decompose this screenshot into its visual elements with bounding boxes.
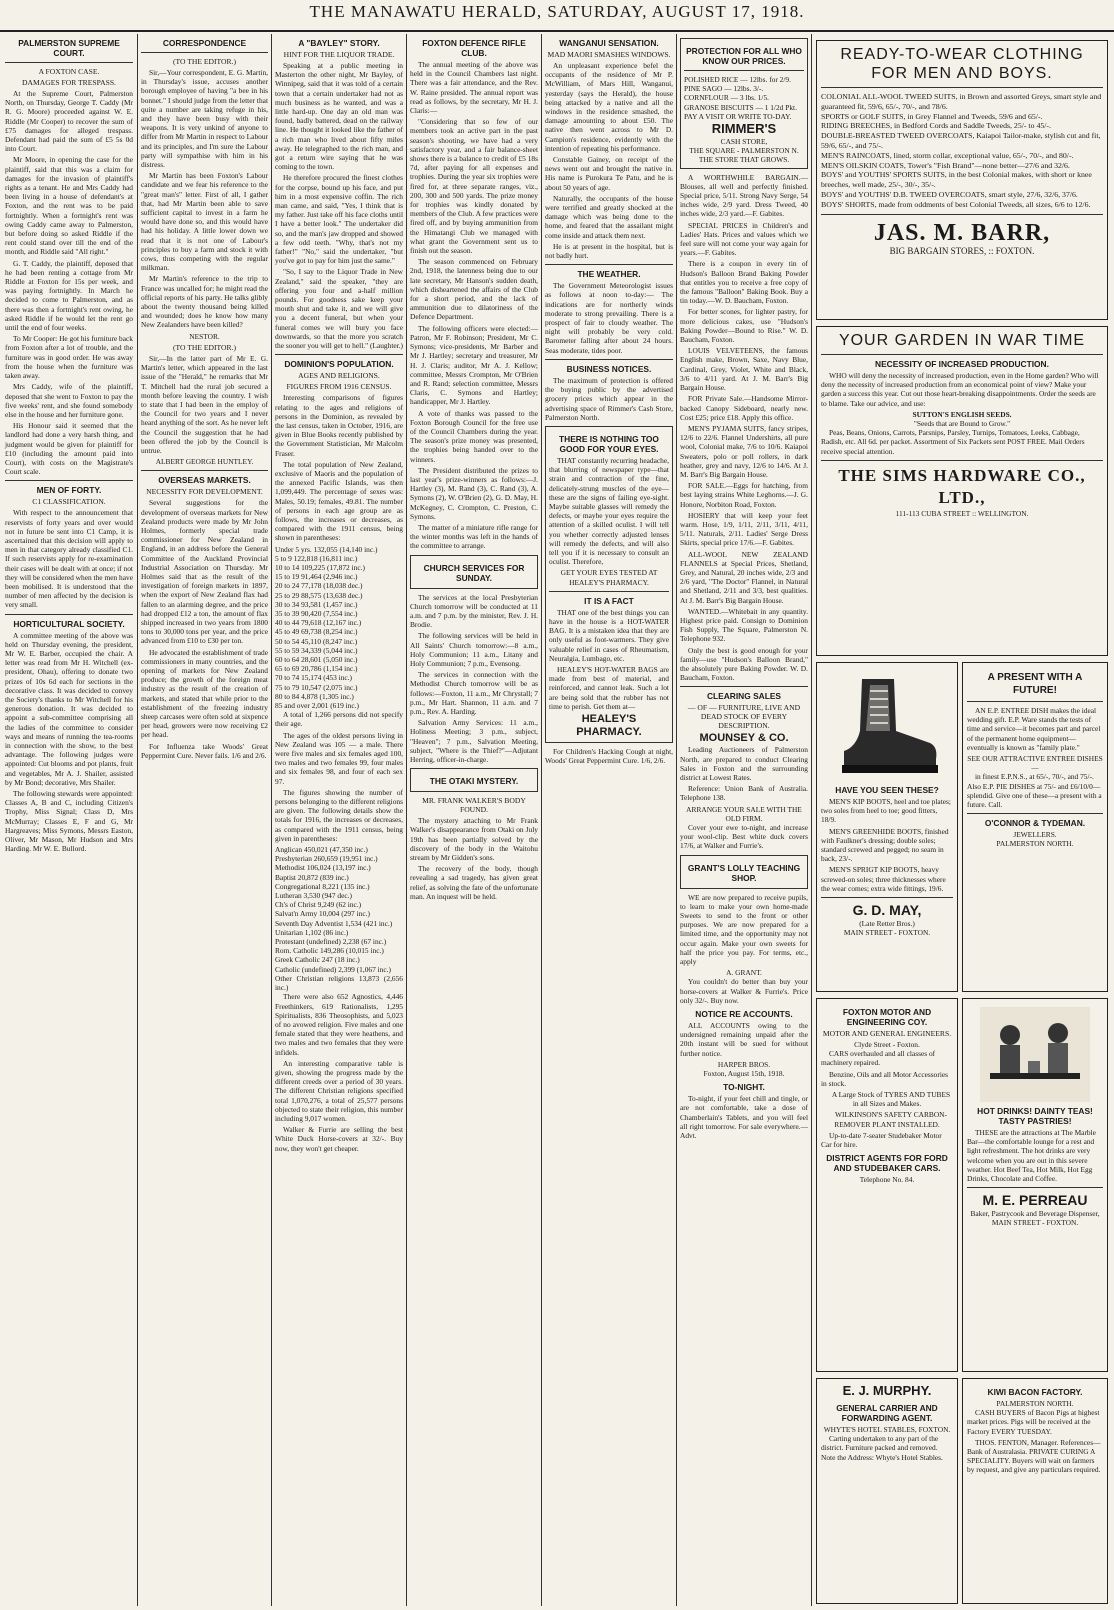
- paragraph: The maximum of protection is offered the buying public by the advertised grocery prices which appear in the advertising space of Rimmer's Cash Store, Palmerston North.: [545, 375, 673, 422]
- advert-slogan: "Seeds that are Bound to Grow.": [913, 419, 1011, 429]
- paragraph: Constable Gainey, on receipt of the news went out and brought the native in. His name is Purokura Te Patu, and he is about 50 years of age.: [545, 155, 673, 192]
- column-rule: [811, 34, 812, 1606]
- table-row: Congregational 8,221 (135 inc.): [275, 881, 370, 891]
- article-subtitle: A FOXTON CASE.: [38, 67, 100, 76]
- table-row: Greek Catholic 247 (18 inc.): [275, 955, 360, 965]
- paragraph: AN E.P. ENTREE DISH makes the ideal wedding gift. E.P. Ware stands the tests of time and service—it becomes part and parcel of the permanent home equipment—eventually is known as "family plate.": [967, 706, 1101, 752]
- table-row: 20 to 24 77,178 (18,038 dec.): [275, 581, 363, 591]
- paragraph: MEN'S SPRIGT KIP BOOTS, heavy screwed-on soles; three thicknesses where the wear comes; extra wide fittings, 19/6.: [821, 865, 946, 893]
- paragraph: CARS overhauled and all classes of machinery repaired.: [821, 1049, 936, 1068]
- signature: HARPER BROS.: [717, 1059, 771, 1069]
- paragraph: The recovery of the body, though revealing a sad tragedy, has given great relief, as solving the fate of the unfortunate man. An inquest will be held.: [410, 864, 538, 901]
- advert-slogan: SUTTON'S ENGLISH SEEDS.: [912, 409, 1012, 419]
- paragraph: A Large Stock of TYRES AND TUBES in all Sizes and Makes.: [831, 1090, 951, 1109]
- classified: SPECIAL PRICES in Children's and Ladies' Hats. Prices and values which we feel sure will not come your way again for years.—F. Gabites.: [680, 220, 808, 258]
- paragraph: The following stewards were appointed: Classes A, B and C, including Citizen's Trophy, Miss Signal; Class D, Mrs McMurray; Classes E, F and G, Mr Hargreaves; Miss Symons, Messrs Easton, Oliver, Mr Mason, Mr Hudson and Mrs Harding. Mr W. E. Bullord.: [5, 789, 133, 854]
- advert-slogan: GET YOUR EYES TESTED AT HEALEY'S PHARMACY.: [560, 568, 658, 587]
- advert-title: A PRESENT WITH A FUTURE!: [987, 672, 1083, 696]
- advert-slogan: SEE OUR ATTRACTIVE ENTREE DISHES —: [967, 754, 1103, 773]
- paragraph: To-night, if your feet chill and tingle, or are not comfortable, take a dose of Chamberlain's Tablets, and you will feel all right tomorrow. For sale everywhere.—Advt.: [680, 1094, 808, 1141]
- list-item: BOYS' and YOUTHS' D.B. TWEED OVERCOATS, smart style, 27/6, 32/6, 37/6.: [821, 189, 1078, 199]
- price-item: CORNFLOUR — 3 lbs. 1/5.: [684, 93, 770, 103]
- masthead: THE MANAWATU HERALD, SATURDAY, AUGUST 17, 1918.: [0, 0, 1114, 32]
- paragraph: CASH BUYERS of Bacon Pigs at highest market prices. Pigs will be received at the Factory EVERY TUESDAY.: [967, 1408, 1100, 1436]
- article-subtitle: HINT FOR THE LIQUOR TRADE.: [283, 50, 395, 59]
- article-title: MEN OF FORTY.: [36, 485, 102, 496]
- list-item: RIDING BREECHES, in Bedford Cords and Saddle Tweeds, 25/- to 45/-.: [821, 121, 1051, 131]
- paragraph: At the Supreme Court, Palmerston North, on Thursday, George T. Caddy (Mr R. G. Moore) proceeded against W. E. Riddle (Mr Cooper) to recover the sum of £75 damages for alleged trespass. Defendant had paid the sum of £5 5s 0d into Court.: [5, 89, 133, 154]
- paragraph: Reference: Union Bank of Australia. Telephone 138.: [680, 784, 808, 803]
- paragraph: THAT constantly recurring headache, that blurring of newspaper type—that strain and contraction of the fine, delicately-strung muscles of the eye—these are the signs of failing eye-sight. Maybe suitable glasses will remedy the defects, or maybe your eyes require the attention of a skilled oculist. I will tell you whether correctly adjusted lenses will remedy the defects, and will also tell you if it is necessary to consult an oculist. Therefore,: [549, 455, 669, 567]
- table-row: Other Christian religions 13,873 (2,656 inc.): [275, 973, 403, 993]
- paragraph: The President distributed the prizes to last year's prize-winners as follows:—J. Hartley (3), M. Rand (3), C. Rand (3), A. Symons (2), W. O'Brien (2), G. D. May, H. McKegney, C. Crompton, C. Preston, C. Symons.: [410, 465, 538, 521]
- table-row: Methodist 106,024 (13,197 inc.): [275, 863, 371, 873]
- classified: There is a coupon in every tin of Hudson's Balloon Brand Baking Powder that entitles you to receive a free copy of the famous "Balloon" Baking Book. Buy a tin today.—W. D. Baucham, Foxton.: [680, 259, 808, 306]
- paragraph: For Children's Hacking Cough at night, Woods' Great Peppermint Cure. 1/6, 2/6.: [545, 746, 673, 766]
- grant-heading-box: [680, 855, 808, 889]
- table-row: 40 to 44 79,618 (12,167 inc.): [275, 618, 362, 628]
- classified: ALL-WOOL NEW ZEALAND FLANNELS at Special Prices, Shetland, Grey, and Natural, 20 inches wide, 2/3 and 2/6 yard, "The Doctor" Flannel, in Natural and Shetland, 2/11 and 3/3, best qualities. At J. M. Barr's Big Bargain House.: [680, 549, 808, 605]
- table-row: 60 to 64 28,601 (5,050 inc.): [275, 654, 358, 664]
- advert-brand: THE SIMS HARDWARE CO., LTD.,: [838, 465, 1086, 507]
- list-item: SPORTS or GOLF SUITS, in Grey Flannel and Tweeds, 59/6 and 65/-.: [821, 111, 1043, 121]
- list-item: BOYS' and YOUTHS' SPORTS SUITS, in the best Colonial makes, with short or knee breeches, well made, 25/-, 30/-, 35/-.: [821, 170, 1092, 190]
- price-item: POLISHED RICE — 12lbs. for 2/9.: [684, 75, 791, 84]
- advert-slogan: ARRANGE YOUR SALE WITH THE OLD FIRM.: [686, 804, 802, 823]
- paragraph: "So, I say to the Liquor Trade in New Zealand," said the speaker, "they are offering you four and a-half million pounds. For goodness sake keep your mouth shut and take it, and we will give you a decent funeral, but when your funeral comes we will bury you face downwards, so that the more you scratch the sooner you will get to hell." (Laughter.): [275, 267, 404, 351]
- advert-subtitle: DISTRICT AGENTS FOR FORD AND STUDEBAKER CARS.: [826, 1153, 948, 1174]
- paragraph: HEALEY'S HOT-WATER BAGS are made from best of material, and reinforced, and cannot leak. Such a lot are being sold that the rubber has not time to perish. Get them at—: [549, 664, 669, 711]
- price-item: PINE SAGO — 12lbs. 3/-.: [684, 84, 764, 94]
- advert-address: 111-113 CUBA STREET :: WELLINGTON.: [895, 508, 1029, 518]
- advert-title: YOUR GARDEN IN WAR TIME: [838, 332, 1086, 349]
- otaki-heading-box: [410, 768, 538, 792]
- advert-address: PALMERSTON NORTH.: [996, 1399, 1074, 1408]
- paragraph: His Honour said it seemed that the landlord had done a very harsh thing, and judgment would be given for plaintiff for £10 (including the amount paid into Court), with costs on the Magistrate's Court scale.: [5, 421, 133, 477]
- list-item: DOUBLE-BREASTED TWEED OVERCOATS, Kaiapoi Tailor-make, stylish cut and fit, 59/6, 65/-, and 75/-.: [821, 131, 1101, 150]
- table-row: 55 to 59 34,339 (5,044 inc.): [275, 645, 358, 655]
- paragraph: Sir,—Your correspondent, E. G. Martin, in Thursday's issue, accuses another borough employee of having "a bee in his bonnet." I should judge from the letter that quite a number are taking refuge in his, and they have been busy with their weapons. It is very unkind of anyone to differ from Mr Martin in respect to Labour and its principles, and I'm sure the Labour party will sympathise with him in his distress.: [141, 68, 268, 170]
- table-row: Unitarian 1,102 (86 inc.): [275, 927, 349, 937]
- paragraph: A vote of thanks was passed to the Foxton Borough Council for the free use of the Council Chambers during the year. The season's prize money was presented, the trophies being handed over to the winners.: [410, 408, 538, 464]
- clothing-advert: [816, 40, 1108, 320]
- advert-title: READY-TO-WEAR CLOTHING FOR MEN AND BOYS.: [840, 46, 1084, 82]
- paragraph: The following officers were elected:—Patron, Mr F. Robinson; President, Mr C. Symons; vice-presidents, Mr Barber and Mr J. Hartley; secretary and treasurer, Mr H. J. Claris; auditor, Mr A. J. Kellow; committee, Messrs Crompton, Mr O'Brien and R. Rand; selection committee, Messrs Claris, C. Symons and Hartley; handicapper, Mr J. Hartley.: [410, 323, 538, 407]
- classified: For better scones, for lighter pastry, for more delicious cakes, use "Hudson's Baking Powder—Bound to Rise." W. D. Baucham, Foxton.: [680, 307, 808, 345]
- paragraph: A total of 1,266 persons did not specify their age.: [275, 710, 403, 729]
- table-row: 25 to 29 88,575 (13,638 dec.): [275, 590, 363, 600]
- table-row: 5 to 9 122,818 (16,811 inc.): [275, 553, 358, 563]
- notice-title: TO-NIGHT.: [723, 1082, 765, 1093]
- advert-brand: E. J. MURPHY.: [842, 1383, 932, 1398]
- notice-date: Foxton, August 15th, 1918.: [703, 1069, 785, 1079]
- paragraph: MEN'S GREENHIDE BOOTS, finished with Faulkner's dressing; double soles; standard screwed and pegged; no seam in back, 23/-.: [821, 826, 949, 864]
- paragraph: Mrs Caddy, wife of the plaintiff, deposed that she went to Foxton to pay the five weeks' rent, and she found somebody else in the house and her furniture gone.: [5, 382, 133, 419]
- paragraph: Walker & Furrie are selling the best White Duck Horse-covers at 32/-. Buy now, they won't get cheaper.: [275, 1125, 403, 1153]
- advert-line: JEWELLERS.: [1013, 830, 1057, 840]
- advert-brand: M. E. PERREAU: [982, 1192, 1088, 1209]
- religion-table: [275, 845, 403, 992]
- advert-title: CLEARING SALES: [707, 691, 781, 702]
- classified: LOUIS VELVETEENS, the famous English make, Brown, Saxe, Navy Blue, Cardinal, Grey, Violet, White and Black, 3/6 to 4/11 yard. At J. M. Barr's Big Bargain House.: [680, 346, 808, 393]
- paragraph: Leading Auctioneers of Palmerston North, are prepared to conduct Clearing Sales in Foxton and the surrounding district at Lowest Rates.: [680, 745, 808, 782]
- paragraph: The ages of the oldest persons living in New Zealand was 105 — a male. There were five males and six females aged 100, two males and two females 99, four males and six females 98, and four of each sex 97.: [275, 730, 403, 786]
- advert-title: THERE IS NOTHING TOO GOOD FOR YOUR EYES.: [559, 433, 659, 454]
- advert-brand: G. D. MAY,: [852, 902, 922, 919]
- table-row: Baptist 20,872 (839 inc.): [275, 872, 349, 882]
- article-title: OVERSEAS MARKETS.: [158, 475, 251, 486]
- article-subtitle: NECESSITY FOR DEVELOPMENT.: [146, 487, 263, 497]
- list-item: MEN'S OILSKIN COATS, Tower's "Fish Brand"—none better—27/6 and 32/6.: [821, 160, 1070, 170]
- article-title: A "BAYLEY" STORY.: [298, 38, 380, 48]
- paragraph: Speaking at a public meeting in Masterton the other night, Mr Bayley, of Winnipeg, said that it was told of a certain town that a certain undertaker had not as much business as he wanted, and was a little hard-up. One day an old man was found, badly battered, dead on the railway line. He thought it looked like the father of a rich man who lived about fifty miles away. He telegraphed to the rich man, and got a return wire saying that he was coming to the town.: [275, 61, 403, 172]
- classified: Only the best is good enough for your family—use "Hudson's Balloon Brand," the absolutely pure Baking Powder. W. D. Baucham, Foxton.: [680, 645, 808, 683]
- notice-title: NOTICE RE ACCOUNTS.: [695, 1009, 793, 1020]
- column-1: [2, 34, 136, 1606]
- table-row: Protestant (undefined) 2,238 (67 inc.): [275, 937, 387, 947]
- paragraph: An unpleasant experience befel the occupants of the residence of Mr P. McWilliam, of Mars Hill, Wanganui, yesterday (says the Herald), the house being attacked by a native and all the windows in the residence smashed, the damage amounting to about £50. The native then went across to Mr D. Campion's residence, evidently with the intention of repeating his performance.: [545, 61, 673, 153]
- article-subtitle: C1 CLASSIFICATION.: [32, 497, 106, 507]
- article-subtitle: AGES AND RELIGIONS.: [298, 371, 380, 381]
- paragraph: Mr Martin has been Foxton's Labour candidate and we fear his reference to the "great man's" letter. First of all, I gather that, had Mr Martin been able to save sufficient capital to invest in a farm he would have done so, and this would have had his holiday. A little lower down we read that it is not one of Labour's principles to buy a farm and stock it with cows, thus competing with the regular milkman.: [141, 171, 268, 273]
- table-row: 65 to 69 20,786 (1,154 inc.): [275, 664, 358, 674]
- paragraph: Up-to-date 7-seater Studebaker Motor Car for hire.: [821, 1130, 942, 1150]
- table-row: 50 to 54 45,110 (8,247 inc.): [275, 636, 358, 646]
- table-row: Rom. Catholic 149,286 (10,015 inc.): [275, 946, 384, 956]
- murphy-advert: [816, 1378, 958, 1604]
- paragraph: The following services will be held in All Saints' Church tomorrow:—8 a.m., Holy Communion; 11 a.m., Litany and Holy Communion; 7 p.m., Evensong.: [410, 631, 538, 668]
- advert-subtitle: MOTOR AND GENERAL ENGINEERS.: [822, 1029, 952, 1038]
- article-title: THE WEATHER.: [577, 269, 641, 280]
- paragraph: THOS. FENTON, Manager. References—Bank of Australasia. PRIVATE CURING A SPECIALITY. Buyers will wait on farmers by request, and give any particulars required.: [967, 1437, 1101, 1475]
- article-title: CHURCH SERVICES FOR SUNDAY.: [423, 562, 525, 583]
- article-title: THE OTAKI MYSTERY.: [429, 776, 519, 787]
- advert-address: PALMERSTON NORTH.: [996, 839, 1074, 849]
- list-item: BOYS' SHORTS, made from oddments of best Colonial Tweeds, all sizes, 6/6 to 12/6.: [821, 199, 1091, 209]
- boots-advert: [816, 662, 958, 992]
- article-title: WANGANUI SENSATION.: [559, 38, 659, 48]
- article-subtitle: (TO THE EDITOR.): [172, 342, 237, 352]
- paragraph: The services at the local Presbyterian Church tomorrow will be conducted at 11 a.m. and 7 p.m. by the minister, Rev. J. H. Brodie.: [410, 592, 538, 630]
- article-title: HORTICULTURAL SOCIETY.: [13, 618, 125, 629]
- table-row: 75 to 79 10,547 (2,075 inc.): [275, 682, 358, 692]
- paragraph: in finest E.P.N.S., at 65/-, 70/-, and 75/-. Also E.P. PIE DISHES at 75/- and £6/10/0—splendid. Give one of these—a present with a future. Call.: [967, 772, 1102, 810]
- advert-line: THE SQUARE - PALMERSTON N.: [689, 146, 799, 156]
- list-item: COLONIAL ALL-WOOL TWEED SUITS, in Brown and assorted Greys, smart style and guaranteed fit, 59/6, 65/-, 70/-, and 78/6.: [821, 92, 1102, 111]
- paragraph: He advocated the establishment of trade commissioners in many countries, and the opening of markets for New Zealand produce; the growth of the foreign meat industry as the result of the creation of markets, and stated that while prior to the establishment of the freezing industry sheep carcases were often sold at sixpence per head, growers were now receiving £2 per head.: [141, 647, 268, 740]
- article-title: FOXTON DEFENCE RIFLE CLUB.: [422, 38, 526, 58]
- advert-address: MAIN STREET - FOXTON.: [991, 1218, 1079, 1228]
- classified: FOR Private Sale.—Handsome Mirror-backed Canopy Sideboard, nearly new. Cost £25; price £18. Apply this office.: [680, 394, 808, 422]
- paragraph: Naturally, the occupants of the house were terrified and greatly shocked at the damage which was being done to the home, and feared that the assailant might come inside and attack them next.: [545, 193, 673, 240]
- advert-line: Telephone No. 84.: [859, 1175, 915, 1185]
- column-5: [542, 34, 676, 1606]
- table-row: 85 and over 2,001 (619 inc.): [275, 701, 359, 710]
- paragraph: Cover your ewe to-night, and increase your wool-clip. Best white duck covers 17/6, at Walker and Furrie's.: [680, 823, 808, 851]
- advert-title: GRANT'S LOLLY TEACHING SHOP.: [687, 862, 801, 883]
- advert-line: CASH STORE,: [720, 137, 768, 147]
- paragraph: Mr Moore, in opening the case for the plaintiff, said that this was a claim for damages for the invasion of plaintiff's rights as a tenant. He and Mrs Caddy had been living in a house of defendant's at Foxton, and the rent was to be paid fortnightly. When a fortnight's rent was owing Caddy came away to Palmerston, but before doing so asked Riddle if the rent could stand over till the end of the month, and Riddle said "All right.": [5, 155, 133, 257]
- rimmer-advert: [680, 38, 808, 169]
- list-item: MEN'S RAINCOATS, lined, storm collar, exceptional value, 65/-, 70/-, and 80/-.: [821, 150, 1074, 160]
- table-row: 70 to 74 15,174 (453 inc.): [275, 673, 352, 683]
- column-6: [677, 34, 811, 1606]
- kiwi-advert: [962, 1378, 1108, 1604]
- paragraph: ALL ACCOUNTS owing to the undersigned remaining unpaid after the 20th instant will be sued for without further notice.: [680, 1021, 808, 1058]
- advert-brand: RIMMER'S: [711, 121, 777, 137]
- classified: WANTED.—Whitebait in any quantity. Highest price paid. Consign to Dominion Fish Supply, The Square, Palmerston N. Telephone 932.: [680, 606, 808, 644]
- paragraph: The mystery attaching to Mr Frank Walker's disappearance from Otaki on July 19th has been partially solved by the discovery of the body in the Waitohu stream by Mr Gidden's sons.: [410, 816, 538, 863]
- advert-brand: JAS. M. BARR,: [873, 219, 1051, 246]
- advert-address: WHYTE'S HOTEL STABLES, FOXTON.: [823, 1425, 951, 1434]
- paragraph: An interesting comparative table is given, showing the progress made by the different creeds over a period of 30 years. The different Christian religions specified total 1,070,276, a total of 25,577 persons objected to state their religion, this number including 9,017 women.: [275, 1058, 403, 1123]
- paragraph: Mr Martin's reference to the trip to France was uncalled for; he might read the official reports of his party. He talks glibly about the twenty thousand being killed and wounded; does he know how many New Zealanders have been killed?: [141, 274, 268, 330]
- paragraph: You couldn't do better than buy your horse-covers at Walker & Furrie's. Price only 32/-. Buy now.: [680, 977, 808, 1005]
- paragraph: To Mr Cooper: He got his furniture back from Foxton after a lot of trouble, and the furniture was in good order. He was away from the house when the furniture was taken away.: [5, 334, 133, 381]
- garden-advert: [816, 326, 1108, 656]
- paragraph: Salvation Army Services: 11 a.m., Holiness Meeting; 3 p.m., subject, "Heaven"; 7 p.m., Salvation Meeting, subject, "Where is the Thief?"—Adjutant Herring, officer-in-charge.: [410, 718, 538, 765]
- column-3: [272, 34, 406, 1606]
- paragraph: THAT one of the best things you can have in the house is a HOT-WATER BAG. It is a mistaken idea that they are only useful as foot-warmers. They give valuable relief in cases of Rheumatism, Neuralgia, Lumbago, etc.: [549, 607, 669, 663]
- motor-advert: [816, 998, 958, 1372]
- price-item: GRANOSE BISCUITS — 1 1/2d Pkt.: [684, 102, 797, 112]
- advert-title: KIWI BACON FACTORY.: [987, 1387, 1083, 1397]
- paragraph: The annual meeting of the above was held in the Council Chambers last night. There was a fair attendance, and the Rev. W. Raine presided. The annual report was read as follows, by the secretary, Mr H. J. Claris:—: [410, 60, 538, 116]
- article-title: PALMERSTON SUPREME COURT.: [18, 38, 120, 58]
- paragraph: He therefore procured the finest clothes for the corpse, bound up his face, and put him in a most expensive coffin. The rich man came, and said, "Yes, I think that is my father. Just take off his face cloths until I have a better look." The undertaker did so, and the man's jaw dropped and showed a few odd teeth. "Why, that's not my father!" "No," said the undertaker, "but you've got to pay for him just the same.": [275, 173, 403, 266]
- advert-title: HOT DRINKS! DAINTY TEAS! TASTY PASTRIES!: [977, 1106, 1093, 1126]
- article-subtitle: MR. FRANK WALKER'S BODY FOUND.: [422, 796, 526, 815]
- paragraph: Peas, Beans, Onions, Carrots, Parsnips, Parsley, Turnips, Tomatoes, Leeks, Cabbage, Radish, etc. All 6d. per packet. Assortment of Six Packets sent POST FREE. Mail Orders receive special attention.: [821, 428, 1085, 456]
- table-row: Seventh Day Adventist 1,534 (421 inc.): [275, 918, 393, 928]
- age-table: [275, 545, 403, 711]
- paragraph: Several suggestions for the development of overseas markets for New Zealand products were made by Mr John Holmes, formerly special trade commissioner for New Zealand in England, in an address before the General Committee of the Auckland Provincial Industrial Association on Thursday. Mr Holmes said that as the result of the investigation of foreign markets in 1897, when the export of New Zealand flax had fallen to an alarming degree, and the price had dropped £12 a ton, the amount of flax shipped increased in two years from 1800 tons to 30,000 tons per year, and the price advanced from £10 to £30 per ton.: [141, 498, 268, 646]
- paragraph: THESE are the attractions at The Marble Bar—the comfortable lounge for a rest and light refreshment. The hot drinks are very welcome when you are out in this severe weather. Hot Beef Tea, Hot Milk, Hot Egg Drinks, Chocolate and Coffee.: [967, 1128, 1096, 1184]
- table-row: Salvat'n Army 10,004 (297 inc.): [275, 909, 370, 919]
- signature: NESTOR.: [189, 331, 220, 341]
- article-subtitle: FIGURES FROM 1916 CENSUS.: [286, 382, 392, 392]
- paragraph: WILKINSON'S SAFETY CARBON-REMOVER PLANT INSTALLED.: [834, 1110, 947, 1129]
- paragraph: The Government Meteorologist issues as follows at noon to-day:— The indications are for northerly winds moderate to strong prevailing. There is a prospect of fair to cloudy weather. The night will probably be very cold. Barometer falling after about 24 hours. Seas moderate, tides poor.: [545, 281, 673, 355]
- advert-address: Clyde Street - Foxton.: [854, 1040, 920, 1049]
- price-item: PAY A VISIT OR WRITE TO-DAY.: [684, 111, 792, 121]
- paragraph: Interesting comparisons of figures relating to the ages and religions of persons in the Dominion, as revealed by the last census, taken in October, 1916, are given in Blue Books recently published by the Government Statistician, Mr Malcolm Fraser.: [275, 393, 403, 458]
- paragraph: He is at present in the hospital, but is not badly hurt.: [545, 241, 673, 261]
- boot-illustration: [832, 671, 942, 781]
- advert-title: HAVE YOU SEEN THESE?: [835, 785, 939, 795]
- eyes-advert: [545, 426, 673, 743]
- church-heading-box: [410, 555, 538, 589]
- paragraph: Sir,—In the latter part of Mr E. G. Martin's letter, which appeared in the last issue of the "Herald," he remarks that Mr T. Mitchell had the rural job secured a month before leaving the country. I wish to state that I had been in the employ of the Council for two years and I never heard anything of the sort. As he never left the Council the suggestion that he had been offered the job by the Council is untrue.: [141, 353, 268, 455]
- paragraph: With respect to the announcement that reservists of forty years and over would not in future be sent into C1 Camp, it is ascertained that this decision will apply to men in that category already classified C1. If such reservists apply for re-examination their cases will be dealt with at once; if not they will be considered when the men have been mobilised. It is understood that the number of men affected by the decision is very small.: [5, 508, 133, 610]
- table-row: 30 to 34 93,581 (1,457 inc.): [275, 599, 358, 609]
- advert-brand: O'CONNOR & TYDEMAN.: [984, 818, 1086, 829]
- paragraph: The matter of a miniature rifle range for the winter months was left in the hands of the committee to arrange.: [410, 522, 538, 551]
- signature: A. GRANT.: [726, 968, 762, 978]
- paragraph: The season commenced on February 2nd, 1918, the latenness being due to our late secretary, Mr Hanson's sudden death, which disheartened the affairs of the Club for a short period, and the lack of ammunition due to dilatoriness of the Defence Department.: [410, 257, 538, 322]
- table-row: Presbyterian 260,659 (19,951 inc.): [275, 854, 378, 864]
- advert-subtitle: GENERAL CARRIER AND FORWARDING AGENT.: [836, 1403, 938, 1423]
- table-row: 35 to 39 90,420 (7,554 inc.): [275, 608, 358, 618]
- perreau-advert: [962, 998, 1108, 1372]
- advert-line: THE STORE THAT GROWS.: [698, 155, 790, 165]
- advert-address: BIG BARGAIN STORES, :: FOXTON.: [889, 245, 1035, 256]
- classified: FOR SALE.—Eggs for hatching, from best laying strains White Leghorns.—J. G. Honore, Norbiton Road, Foxton.: [680, 481, 808, 509]
- article-title: DOMINION'S POPULATION.: [284, 359, 394, 370]
- paragraph: The total population of New Zealand, exclusive of Maoris and the population of the annexed Pacific Islands, was then 1,099,449. The percentage of sexes was: Males, 50.19; females, 49.81. The number of persons in each age group are as follows, the increases or decreases, as compared with the 1911 census, being shown in parentheses:: [275, 459, 403, 543]
- paragraph: "Considering that so few of our members took an active part in the past season's shooting, we have had a very satisfactory year, and a fair balance-sheet shows there is a balance to credit of £5 18s 7d, after paying for all expenses and trophies. During the year six trophies were fired for, at three separate ranges, viz., 200, 300 and 500 yards. The prize money for trophies was kindly donated by members of the Club. A few practices were fired off, and by buying ammunition from the Himatangi Club we managed with what grant the Government sent us to finish out the season.: [410, 117, 538, 256]
- classified: A WORTHWHILE BARGAIN.—Blouses, all well and perfectly finished. Special price, 5/11. Strong Navy Serge, 54 inches wide, 2/9 yard. Dress Tweed, 40 inches wide, 2/3 yard.—F. Gabites.: [680, 172, 808, 219]
- article-subtitle: (TO THE EDITOR.): [172, 57, 237, 66]
- advert-subtitle: — OF — FURNITURE, LIVE AND DEAD STOCK OF EVERY DESCRIPTION.: [687, 703, 801, 731]
- paragraph: WHO will deny the necessity of increased production, even in the Home garden? Who will deny the necessity of increased production from an economical point of view? Make your garden a success this year. Cut out those heart-breaking disappointments. Order the seeds are to blame. Take our advice, and use:: [821, 371, 1099, 408]
- table-row: Lutheran 3,530 (947 dec.): [275, 891, 352, 901]
- paragraph: WE are now prepared to receive pupils, to learn to make your own home-made Sweets to send to the front or other purposes. We are now prepared for a limited time, and the opportunity may not occur again. Make your own sweets for half the price you pay. For terms, etc., apply: [680, 892, 808, 967]
- paragraph: A committee meeting of the above was held on Thursday evening, the president, Mr W. E. Barber, occupied the chair. A letter was read from Mr H. Witchell (ex-president, Ohau), offering to donate two prizes of 10s 6d each for sections in the decorative class. It was decided to convey the Society's thanks to Mr Witchell for his generous donation. It was decided to appoint a sub-committee comprising all the ladies of the committee to consider ways and means of running the tea-rooms in connection with the show, to the best advantage. The following judges were appointed: Cut blooms and pot plants, fruit and vegetables, Mr A. J. Shailer, assisted by Mr Bond; decorative, Mrs Shailer.: [5, 630, 133, 787]
- advert-title: PROTECTION FOR ALL WHO KNOW OUR PRICES.: [686, 46, 802, 66]
- paragraph: The services in connection with the Methodist Church tomorrow will be as follows:—Foxton, 11 a.m., Mr Chrystall; 7 p.m., Mr Hart. Shannon, 11 a.m. and 7 p.m., Rev. A. Harding.: [410, 670, 538, 716]
- table-row: Under 5 yrs. 132,055 (14,140 inc.): [275, 544, 378, 554]
- table-row: 15 to 19 91,464 (2,946 inc.): [275, 572, 358, 582]
- classified: MEN'S PYJAMA SUITS, fancy stripes, 12/6 to 22/6. Flannel Undershirts, all pure wool, Colonial make, 7/6 to 10/6. Kaiapoi Sweaters, polo or poll rollers, in dark heather, grey and navy, 12/6 to 14/6. At J. M. Barr's Big Bargain House.: [680, 423, 808, 479]
- present-advert: [962, 662, 1108, 992]
- advert-brand: MOUNSEY & CO.: [699, 732, 789, 745]
- paragraph: Carting undertaken to any part of the district. Furniture packed and removed. Note the Address: Whyte's Hotel Stables.: [821, 1434, 943, 1462]
- classified: HOSIERY that will keep your feet warm. Hose, 1/9, 1/11, 2/11, 3/11, 4/11, 5/11. Naturals, 2/11. Ladies' Serge Dress Skirts, special price 17/6.—F. Gabites.: [680, 510, 808, 548]
- article-title: BUSINESS NOTICES.: [566, 363, 652, 374]
- advert-signature: HEALEY'S PHARMACY.: [576, 712, 642, 738]
- paragraph: Benzine, Oils and all Motor Accessories in stock.: [821, 1069, 949, 1088]
- paragraph: There were also 652 Agnostics, 4,446 Freethinkers, 619 Rationalists, 1,295 Spiritualists, 836 Theosophists, and 5,023 of no avowed religion. Five males and one female stated that they were heathens, and two males and two females that they were infidels.: [275, 992, 403, 1057]
- advert-title: IT IS A FACT: [584, 595, 634, 606]
- article-subtitle: DAMAGES FOR TRESPASS.: [22, 78, 116, 87]
- article-subtitle: MAD MAORI SMASHES WINDOWS.: [547, 50, 671, 59]
- signature: ALBERT GEORGE HUNTLEY.: [155, 457, 254, 467]
- article-title: CORRESPONDENCE: [162, 38, 247, 48]
- advert-subtitle: NECESSITY OF INCREASED PRODUCTION.: [875, 359, 1049, 369]
- table-row: 45 to 49 69,738 (8,254 inc.): [275, 627, 358, 637]
- tea-party-illustration: [980, 1007, 1090, 1102]
- table-row: Ch's of Christ 9,249 (62 inc.): [275, 900, 362, 910]
- table-row: 10 to 14 109,225 (17,872 inc.): [275, 562, 365, 572]
- paragraph: G. T. Caddy, the plaintiff, deposed that he had been renting a cottage from Mr Riddle at Foxton for 15s per week, and was paying fortnightly. In March he decided to come to Palmerston, and as there was then a fortnight's rent owing, he asked Riddle if he would let the rent go until the end of four weeks.: [5, 258, 133, 333]
- paragraph: The figures showing the number of persons belonging to the different religions are given. The following details show the totals for 1916, the increases or decreases, as compared with the 1911 census, being given in parentheses:: [275, 787, 403, 843]
- advert-address: MAIN STREET - FOXTON.: [843, 928, 931, 938]
- advert-line: Baker, Pastrycook and Beverage Dispenser,: [970, 1209, 1100, 1219]
- column-4: [407, 34, 541, 1606]
- table-row: Catholic (undefined) 2,399 (1,067 inc.): [275, 964, 391, 974]
- paragraph: MEN'S KIP BOOTS, heel and toe plates; two soles from heel to toe; good fitters, 18/9.: [821, 797, 951, 825]
- column-2: [138, 34, 271, 1606]
- advert-title: FOXTON MOTOR AND ENGINEERING COY.: [842, 1007, 932, 1027]
- table-row: Anglican 450,021 (47,350 inc.): [275, 845, 368, 855]
- paragraph: For Influenza take Woods' Great Peppermint Cure. Never fails. 1/6 and 2/6.: [141, 741, 268, 760]
- advert-line: (Late Retter Bros.): [859, 919, 915, 929]
- table-row: 80 to 84 4,878 (1,305 inc.): [275, 691, 354, 701]
